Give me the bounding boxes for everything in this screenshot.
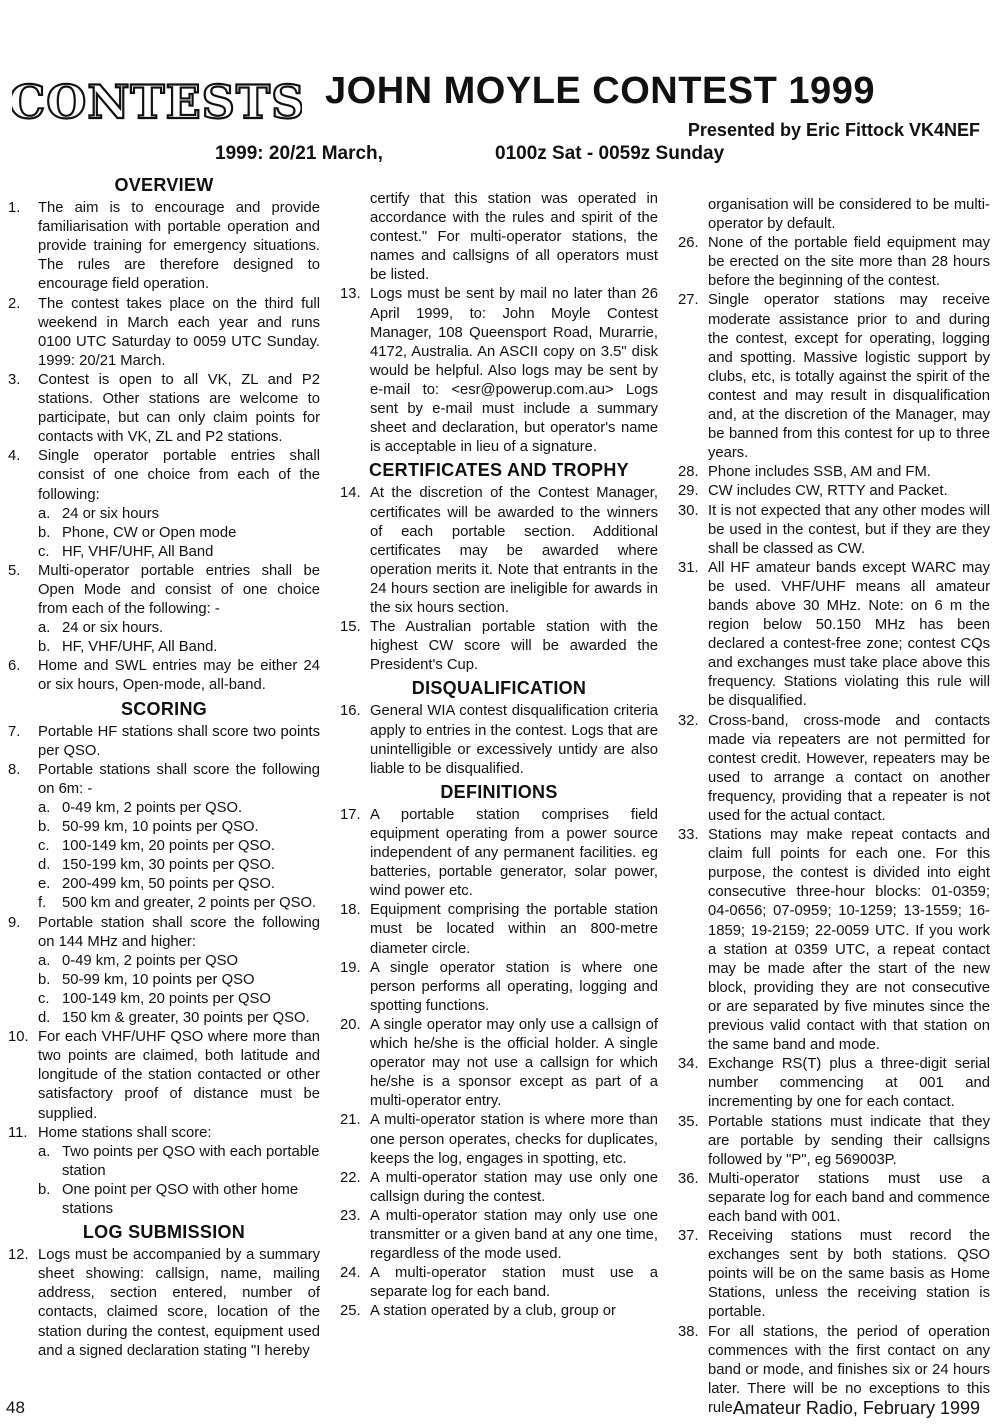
rule-text: Receiving stations must record the exchanges sent by both stations. QSO points will be on the same basis as Home Stations, unless the receiving station is portable. bbox=[708, 1228, 990, 1321]
rule-number: 16. bbox=[340, 703, 361, 720]
rule-item bbox=[340, 1302, 658, 1321]
subitem-text: 100-149 km, 20 points per QSO. bbox=[62, 838, 276, 855]
column-3 bbox=[678, 196, 990, 1418]
subitem-letter: c. bbox=[38, 838, 50, 855]
presenter-credit: Presented by Eric Fittock VK4NEF bbox=[687, 120, 980, 140]
rule-number: 30. bbox=[678, 502, 699, 519]
rule-item bbox=[340, 901, 658, 958]
rule-text: Logs must be accompanied by a summary sheet showing: callsign, name, mailing address, section entered, number of contacts, claimed score, location of the station during the contest, equipment used and a signed declaration stating "I hereby bbox=[38, 1247, 320, 1359]
rule-text: Home stations shall score: bbox=[38, 1124, 212, 1141]
rule-number: 34. bbox=[678, 1056, 699, 1073]
rule-subitem bbox=[8, 971, 320, 990]
rule-number: 19. bbox=[340, 959, 361, 976]
rule-item bbox=[8, 295, 320, 371]
rule-number: 15. bbox=[340, 619, 361, 636]
subitem-text: One point per QSO with other home stations bbox=[62, 1181, 299, 1217]
rule-item bbox=[678, 234, 990, 291]
rule-number: 11. bbox=[8, 1124, 28, 1141]
rule-subitem bbox=[8, 856, 320, 875]
rule-item bbox=[340, 618, 658, 675]
rule-item bbox=[678, 559, 990, 712]
subitem-letter: f. bbox=[38, 895, 47, 912]
rule-number: 1. bbox=[8, 200, 21, 217]
subitem-text: 200-499 km, 50 points per QSO. bbox=[62, 876, 276, 893]
rule-text: Equipment comprising the portable station must be located within an 800-metre diameter circle. bbox=[370, 902, 658, 957]
page-title: JOHN MOYLE CONTEST 1999 bbox=[325, 70, 875, 112]
rule-number: 6. bbox=[8, 658, 21, 675]
subitem-text: HF, VHF/UHF, All Band bbox=[62, 543, 214, 560]
rule-number: 18. bbox=[340, 902, 361, 919]
rule-item bbox=[8, 1028, 320, 1123]
rule-text: For all stations, the period of operation commences with the first contact on any band or mode, and finishes six or 24 hours later. There will be no exceptions to this rule. bbox=[708, 1323, 990, 1416]
rule-item bbox=[678, 502, 990, 559]
rule-number: 4. bbox=[8, 448, 21, 465]
rule-item bbox=[340, 1207, 658, 1264]
rule-item bbox=[340, 1264, 658, 1302]
rule-text: All HF amateur bands except WARC may be used. VHF/UHF means all amateur bands above 30 MHz. Note: on 6 m the region below 50.150 MHz has been declared a contest-free zone; contest CQs and exchanges must take place above this frequency. Stations violating this rule will be disqualified. bbox=[708, 559, 990, 710]
rule-item bbox=[340, 702, 658, 778]
subitem-letter: d. bbox=[38, 1010, 51, 1027]
rule-text: Portable stations shall score the following on 6m: - bbox=[38, 761, 320, 797]
rule-text: Home and SWL entries may be either 24 or six hours, Open-mode, all-band. bbox=[38, 658, 320, 694]
rule-number: 13. bbox=[340, 286, 361, 303]
rule-item bbox=[8, 447, 320, 504]
date-line bbox=[215, 143, 775, 165]
rule-text: A single operator station is where one person performs all operating, logging and spotting functions. bbox=[370, 959, 658, 1014]
rule-text: Exchange RS(T) plus a three-digit serial number commencing at 001 and incrementing by one for each contact. bbox=[708, 1056, 990, 1111]
rule-item bbox=[340, 1169, 658, 1207]
subitem-text: 50-99 km, 10 points per QSO. bbox=[62, 819, 259, 836]
subitem-text: 100-149 km, 20 points per QSO bbox=[62, 990, 271, 1007]
rule-number: 33. bbox=[678, 827, 699, 844]
subitem-text: 0-49 km, 2 points per QSO bbox=[62, 952, 238, 969]
rule-item bbox=[678, 1170, 990, 1227]
rule-text: Portable station shall score the following on 144 MHz and higher: bbox=[38, 914, 320, 950]
rule-subitem bbox=[8, 1143, 320, 1181]
rule-item bbox=[340, 959, 658, 1016]
page-number: 48 bbox=[6, 1398, 25, 1417]
rule-text: Phone includes SSB, AM and FM. bbox=[708, 464, 931, 481]
rule-text: Portable HF stations shall score two points per QSO. bbox=[38, 723, 320, 759]
subitem-text: 24 or six hours bbox=[62, 505, 160, 522]
rule-item bbox=[340, 806, 658, 901]
rule-number: 22. bbox=[340, 1169, 361, 1186]
rule-item bbox=[678, 463, 990, 482]
rule-text: Single operator stations may receive moderate assistance prior to and during the contest, except for operating, logging and spotting. Massive logistic support by clubs, etc, is totally against the spirit of the contest and may result in disqualification and, at the discretion of the Manager, may be banned from this contest for up to three years. bbox=[708, 292, 990, 462]
rule-subitem bbox=[8, 837, 320, 856]
section-heading-overview: OVERVIEW bbox=[114, 175, 214, 195]
rule-text: CW includes CW, RTTY and Packet. bbox=[708, 483, 948, 500]
subitem-text: 0-49 km, 2 points per QSO. bbox=[62, 800, 243, 816]
subitem-letter: b. bbox=[38, 1181, 51, 1198]
rule-number: 38. bbox=[678, 1323, 699, 1340]
rule-subitem bbox=[8, 505, 320, 524]
rule-number: 27. bbox=[678, 292, 699, 309]
rule-number: 37. bbox=[678, 1228, 699, 1245]
rule-number: 28. bbox=[678, 464, 699, 481]
subitem-text: 50-99 km, 10 points per QSO bbox=[62, 971, 255, 988]
rule-number: 24. bbox=[340, 1265, 361, 1282]
rule-text: Multi-operator portable entries shall be Open Mode and consist of one choice from each of the following: - bbox=[38, 562, 320, 618]
rule-item bbox=[8, 1124, 320, 1143]
subitem-text: Phone, CW or Open mode bbox=[62, 524, 237, 541]
rule-continuation: certify that this station was operated in accordance with the rules and spirit of the contest." For multi-operator stations, the names and callsigns of all operators must be listed. bbox=[370, 191, 658, 284]
rule-text: It is not expected that any other modes will be used in the contest, but if they are they shall be classed as CW. bbox=[708, 502, 990, 557]
subitem-letter: c. bbox=[38, 990, 50, 1007]
rule-number: 2. bbox=[8, 295, 21, 312]
section-heading-disqualification: DISQUALIFICATION bbox=[411, 678, 587, 699]
section-heading-scoring: SCORING bbox=[120, 698, 208, 719]
contests-logo-graphic bbox=[12, 74, 302, 130]
subitem-text: 150 km & greater, 30 points per QSO. bbox=[62, 1010, 310, 1027]
rule-text: A multi-operator station is where more than one person operates, checks for duplicates, keeps the log, engages in spotting, etc. bbox=[370, 1112, 658, 1167]
rule-text: A multi-operator station may only use one transmitter or a given band at any one time, regardless of the mode used. bbox=[370, 1207, 658, 1263]
rule-text: The Australian portable station with the highest CW score will be awarded the President's Cup. bbox=[370, 619, 658, 674]
publication-footer: Amateur Radio, February 1999 bbox=[732, 1398, 980, 1418]
rule-text: None of the portable field equipment may be erected on the site more than 28 hours before the beginning of the contest. bbox=[708, 235, 990, 290]
rule-number: 12. bbox=[8, 1247, 29, 1264]
rule-text: Logs must be sent by mail no later than 26 April 1999, to: John Moyle Contest Manager, 108 Queensport Road, Murarrie, 4172, Australia. An ASCII copy on 3.5" disk would be helpful. Also logs may be sent by e-mail to: <esr@powerup.com.au> Logs sent by e-mail must include a summary sheet and declaration, but operator's name is acceptable in lieu of a signature. bbox=[370, 286, 658, 456]
rule-subitem bbox=[8, 638, 320, 657]
subitem-text: 150-199 km, 30 points per QSO. bbox=[62, 857, 276, 874]
rule-text: At the discretion of the Contest Manager, certificates will be awarded to the winners of each portable section. Additional certificates may be awarded where operation merits it. Note that entrants in the 24 hours section are ineligible for awards in the six hours section. bbox=[370, 485, 658, 616]
subitem-letter: c. bbox=[38, 543, 50, 560]
rule-text: A station operated by a club, group or bbox=[370, 1303, 616, 1320]
subitem-letter: a. bbox=[38, 800, 51, 816]
column-1 bbox=[8, 172, 320, 1394]
rule-text: Contest is open to all VK, ZL and P2 stations. Other stations are welcome to participate, but can only claim points for contacts with VK, ZL and P2 stations. bbox=[38, 371, 320, 446]
rule-subitem bbox=[8, 543, 320, 562]
rule-item bbox=[678, 1055, 990, 1112]
rule-text: Multi-operator stations must use a separate log for each band and commence each band with 001. bbox=[708, 1170, 990, 1225]
rule-text: The contest takes place on the third full weekend in March each year and runs 0100 UTC Saturday to 0059 UTC Sunday. 1999: 20/21 March. bbox=[38, 295, 320, 369]
subitem-text: HF, VHF/UHF, All Band. bbox=[62, 639, 218, 656]
rule-item bbox=[8, 371, 320, 447]
rule-item bbox=[678, 1113, 990, 1170]
rule-continuation: organisation will be considered to be multi-operator by default. bbox=[708, 197, 990, 233]
section-heading-definitions: DEFINITIONS bbox=[440, 781, 558, 802]
rule-subitem bbox=[8, 799, 320, 818]
rule-item bbox=[678, 291, 990, 463]
rule-subitem bbox=[8, 990, 320, 1009]
rule-item bbox=[678, 1227, 990, 1322]
rule-item bbox=[8, 914, 320, 952]
rule-number: 23. bbox=[340, 1207, 361, 1224]
rule-text: A multi-operator station must use a separate log for each band. bbox=[370, 1265, 658, 1301]
contests-logo bbox=[12, 74, 302, 130]
rule-number: 26. bbox=[678, 235, 699, 252]
rule-subitem bbox=[8, 1009, 320, 1028]
rule-number: 17. bbox=[340, 806, 361, 823]
rule-text: The aim is to encourage and provide familiarisation with portable operation and provide training for emergency situations. The rules are therefore designed to encourage field operation. bbox=[38, 200, 320, 293]
rule-subitem bbox=[8, 818, 320, 837]
rule-number: 21. bbox=[340, 1112, 361, 1129]
rule-subitem bbox=[8, 875, 320, 894]
rule-subitem bbox=[8, 1181, 320, 1219]
subitem-letter: b. bbox=[38, 819, 51, 836]
subitem-letter: a. bbox=[38, 952, 51, 969]
rule-number: 31. bbox=[678, 559, 699, 576]
rule-item bbox=[8, 1246, 320, 1361]
rule-text: Stations may make repeat contacts and claim full points for each one. For this purpose, the contest is divided into eight consecutive three-hour blocks: 01-0359; 04-0656; 07-0959; 10-1259; 13-1559; 16-1859; 19-2159; 22-0059 UTC. If you work a station at 0359 UTC, a repeat contact may be made after the start of the new block, providing they are not consecutive or are separated by five minutes since the previous valid contact with that station on the same band and mode. bbox=[708, 827, 990, 1054]
rule-number: 10. bbox=[8, 1029, 29, 1046]
rule-number: 35. bbox=[678, 1113, 699, 1130]
rule-item bbox=[8, 199, 320, 294]
rule-subitem bbox=[8, 952, 320, 971]
subitem-letter: b. bbox=[38, 971, 51, 988]
subitem-letter: a. bbox=[38, 1143, 51, 1160]
rule-text: For each VHF/UHF QSO where more than two points are claimed, both latitude and longitude of the station contacted or other satisfactory proof of distance must be supplied. bbox=[38, 1029, 320, 1122]
subitem-letter: d. bbox=[38, 857, 51, 874]
date-text: 1999: 20/21 March, bbox=[215, 143, 383, 164]
rule-item bbox=[8, 723, 320, 761]
subitem-letter: a. bbox=[38, 620, 51, 637]
rule-number: 7. bbox=[8, 723, 21, 740]
subitem-letter: b. bbox=[38, 639, 51, 656]
rule-text: Portable stations must indicate that they are portable by sending their callsigns followed by "P", eg 569003P. bbox=[708, 1113, 990, 1168]
rule-text: A single operator may only use a callsign of which he/she is the official holder. A single operator may not use a callsign for which he/she is a sponsor except as part of a multi-operator entry. bbox=[370, 1016, 658, 1110]
subitem-letter: e. bbox=[38, 876, 51, 893]
section-heading-log-submission: LOG SUBMISSION bbox=[82, 1222, 246, 1243]
rule-number: 8. bbox=[8, 761, 21, 778]
contests-logo-text: CONTESTS bbox=[12, 75, 302, 129]
subitem-letter: b. bbox=[38, 524, 51, 541]
rule-item bbox=[340, 1016, 658, 1111]
rule-text: A multi-operator station may use only one callsign during the contest. bbox=[370, 1169, 658, 1205]
subitem-text: Two points per QSO with each portable station bbox=[62, 1143, 320, 1179]
rule-number: 5. bbox=[8, 562, 21, 579]
rule-item bbox=[678, 826, 990, 1055]
rule-item bbox=[8, 657, 320, 695]
rule-item bbox=[8, 761, 320, 799]
subitem-text: 500 km and greater, 2 points per QSO. bbox=[62, 895, 317, 912]
rule-number: 14. bbox=[340, 485, 361, 502]
rule-number: 9. bbox=[8, 914, 21, 931]
rule-item bbox=[340, 285, 658, 457]
section-heading-certificates: CERTIFICATES AND TROPHY bbox=[369, 460, 629, 481]
rule-text: General WIA contest disqualification criteria apply to entries in the contest. Logs that are unintelligible or excessively untidy are also liable to be disqualified. bbox=[370, 703, 658, 777]
rule-number: 20. bbox=[340, 1016, 361, 1033]
rule-item bbox=[8, 562, 320, 619]
rule-item bbox=[678, 712, 990, 827]
rule-number: 3. bbox=[8, 371, 21, 388]
rule-subitem bbox=[8, 894, 320, 913]
rule-number: 29. bbox=[678, 483, 699, 500]
rule-subitem bbox=[8, 619, 320, 638]
subitem-letter: a. bbox=[38, 505, 51, 522]
rule-text: A portable station comprises field equipment operating from a power source independent of any permanent facilities. eg batteries, portable generator, solar power, wind power etc. bbox=[370, 806, 658, 900]
subitem-text: 24 or six hours. bbox=[62, 620, 164, 637]
column-2 bbox=[340, 190, 658, 1412]
rule-item bbox=[678, 482, 990, 501]
time-range-text: 0100z Sat - 0059z Sunday bbox=[495, 143, 725, 164]
rule-number: 36. bbox=[678, 1170, 699, 1187]
rule-text: Cross-band, cross-mode and contacts made via repeaters are not permitted for contest credit. However, repeaters may be used to arrange a contact on another frequency, providing that a repeater is not used for the actual contact. bbox=[708, 712, 990, 824]
rule-number: 25. bbox=[340, 1303, 361, 1320]
rule-item bbox=[340, 484, 658, 618]
rule-subitem bbox=[8, 524, 320, 543]
rule-number: 32. bbox=[678, 712, 699, 729]
rule-item bbox=[340, 1111, 658, 1168]
rule-text: Single operator portable entries shall consist of one choice from each of the following: bbox=[38, 448, 320, 503]
